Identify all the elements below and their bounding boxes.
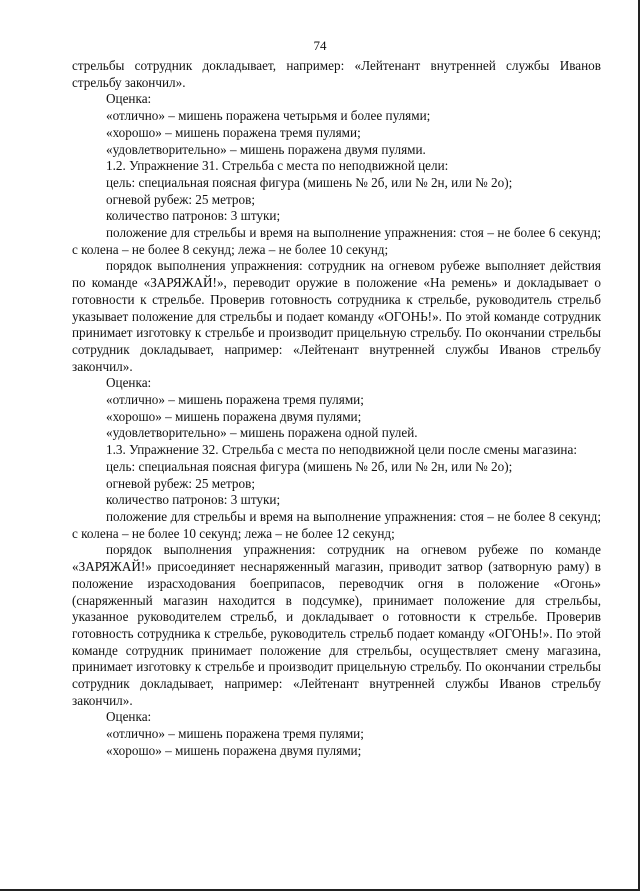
paragraph: порядок выполнения упражнения: сотрудник на огневом рубеже по команде «ЗАРЯЖАЙ!» присоединяет неснаряженный магазин, приводит затвор (затворную раму) в положение израсходования боеприпасов, переводчик огня в положение «Огонь» (снаряженный магазин находится в подсумке), принимает положение для стрельбы, указанное руководителем стрельб, и докладывает о готовности к стрельбе. Проверив готовность сотрудника к стрельбе, руководитель стрельб подает команду «ОГОНЬ!». По этой команде сотрудник принимает положение для стрельбы, осуществляет смену магазина, принимает изготовку к стрельбе и производит прицельную стрельбу. По окончании стрельбы сотрудник докладывает, например: «Лейтенант внутренней службы Иванов стрельбу закончил».: [72, 542, 601, 708]
paragraph: количество патронов: 3 штуки;: [106, 492, 281, 508]
paragraph: 1.2. Упражнение 31. Стрельба с места по неподвижной цели:: [106, 158, 449, 174]
paragraph: «хорошо» – мишень поражена двумя пулями;: [106, 408, 362, 424]
paragraph: цель: специальная поясная фигура (мишень № 2б, или № 2н, или № 2о);: [106, 458, 513, 474]
paragraph: «хорошо» – мишень поражена двумя пулями;: [106, 742, 362, 758]
paragraph: «отлично» – мишень поражена тремя пулями;: [106, 392, 364, 408]
document-body: [72, 58, 601, 760]
paragraph: огневой рубеж: 25 метров;: [106, 475, 255, 491]
paragraph: положение для стрельбы и время на выполнение упражнения: стоя – не более 6 секунд; с колена – не более 8 секунд; лежа – не более 10 секунд;: [72, 225, 601, 257]
paragraph: огневой рубеж: 25 метров;: [106, 191, 255, 207]
paragraph: положение для стрельбы и время на выполнение упражнения: стоя – не более 8 секунд; с колена – не более 10 секунд; лежа – не более 12 секунд;: [72, 508, 601, 541]
paragraph: «хорошо» – мишень поражена тремя пулями;: [106, 124, 361, 140]
paragraph: стрельбы сотрудник докладывает, например: «Лейтенант внутренней службы Иванов стрельбу закончил».: [72, 58, 601, 90]
paragraph: количество патронов: 3 штуки;: [106, 208, 281, 224]
paragraph: «удовлетворительно» – мишень поражена двумя пулями.: [106, 141, 426, 157]
paragraph: Оценка:: [106, 375, 152, 391]
paragraph: «отлично» – мишень поражена тремя пулями;: [106, 726, 364, 742]
paragraph: Оценка:: [106, 709, 152, 725]
paragraph: «удовлетворительно» – мишень поражена одной пулей.: [106, 425, 418, 441]
paragraph: Оценка:: [106, 91, 152, 107]
paragraph: 1.3. Упражнение 32. Стрельба с места по неподвижной цели после смены магазина:: [106, 442, 578, 458]
paragraph: цель: специальная поясная фигура (мишень № 2б, или № 2н, или № 2о);: [106, 174, 513, 190]
paragraph: «отлично» – мишень поражена четырьмя и более пулями;: [106, 108, 431, 124]
paragraph: порядок выполнения упражнения: сотрудник на огневом рубеже выполняет действия по команде «ЗАРЯЖАЙ!», переводит оружие в положение «На ремень» и докладывает о готовности к стрельбе. Проверив готовность сотрудника к стрельбе, руководитель стрельб указывает положение для стрельбы и подает команду «ОГОНЬ!». По этой команде сотрудник принимает изготовку к стрельбе и производит прицельную стрельбу. По окончании стрельбы сотрудник докладывает, например: «Лейтенант внутренней службы Иванов стрельбу закончил».: [72, 258, 601, 374]
page-number: 74: [313, 38, 327, 53]
